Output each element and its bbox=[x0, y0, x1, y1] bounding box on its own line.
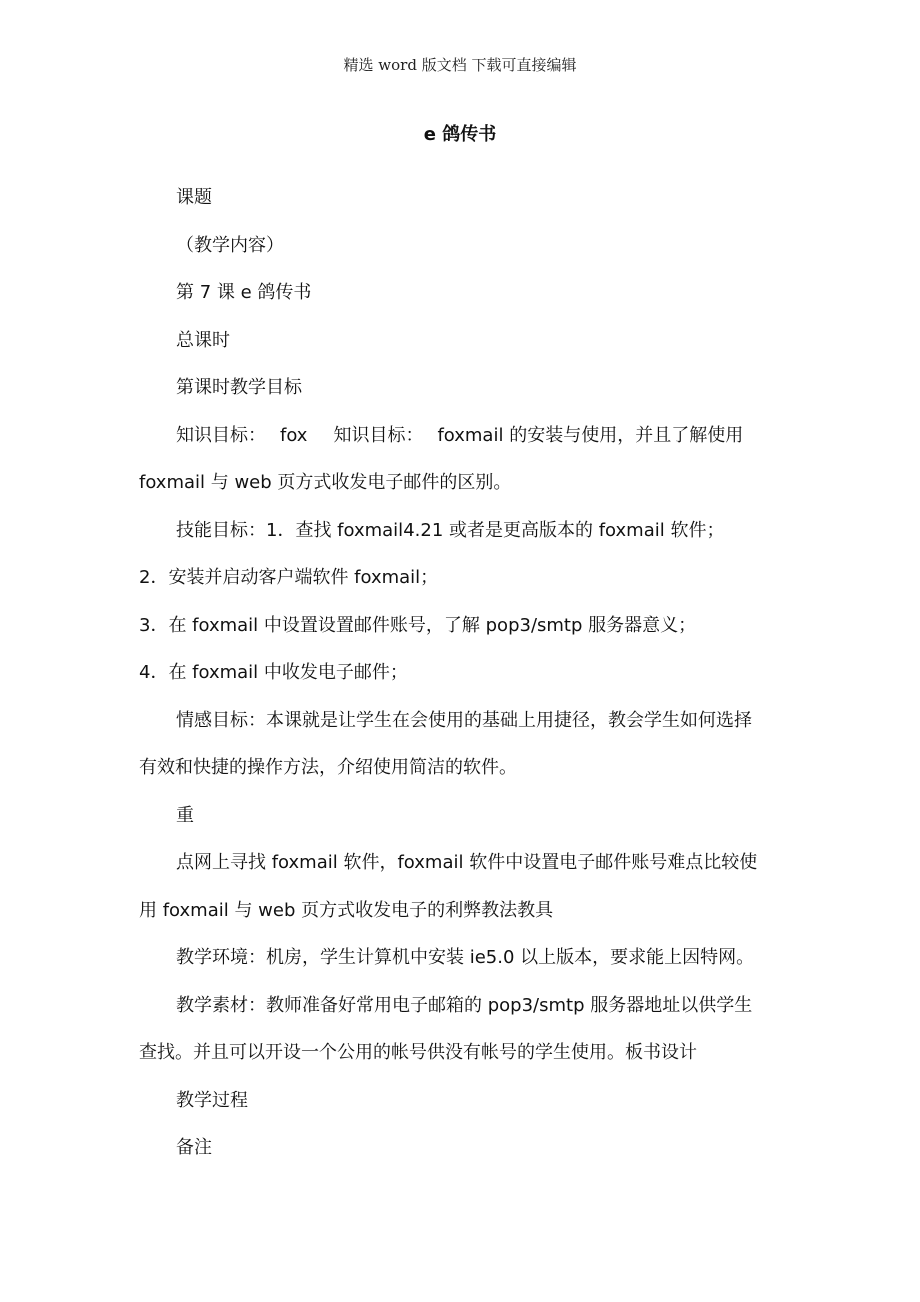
header-note: 精选 word 版文档 下载可直接编辑 bbox=[343, 56, 577, 74]
paragraph-key-points: 点网上寻找 foxmail 软件，foxmail 软件中设置电子邮件账号难点比较使 bbox=[176, 852, 758, 873]
paragraph-lesson-topic: 课题 bbox=[176, 187, 212, 208]
paragraph-remarks: 备注 bbox=[176, 1137, 212, 1158]
knowledge-label-2: 知识目标： bbox=[333, 424, 424, 446]
paragraph-key-point-label: 重 bbox=[176, 804, 194, 826]
knowledge-fragment: fox bbox=[280, 424, 308, 446]
paragraph-key-points-continued: 用 foxmail 与 web 页方式收发电子的利弊教法教具 bbox=[139, 899, 554, 921]
paragraph-lesson-title: 第 7 课 e 鸽传书 bbox=[176, 282, 312, 303]
paragraph-teaching-materials: 教学素材：教师准备好常用电子邮箱的 pop3/smtp 服务器地址以供学生 bbox=[176, 994, 753, 1016]
document-body bbox=[139, 174, 779, 1172]
paragraph-skill-objective-1: 技能目标：1．查找 foxmail4.21 或者是更高版本的 foxmail 软件； bbox=[176, 519, 725, 541]
paragraph-skill-objective-2: 2．安装并启动客户端软件 foxmail； bbox=[139, 567, 439, 588]
paragraph-skill-objective-4: 4．在 foxmail 中收发电子邮件； bbox=[139, 662, 408, 683]
paragraph-knowledge-objective bbox=[139, 412, 779, 460]
paragraph-teaching-materials-continued: 查找。并且可以开设一个公用的帐号供没有帐号的学生使用。板书设计 bbox=[139, 1042, 697, 1063]
paragraph-skill-objective-3: 3．在 foxmail 中设置设置邮件账号，了解 pop3/smtp 服务器意义； bbox=[139, 614, 697, 636]
paragraph-teaching-content: （教学内容） bbox=[176, 234, 284, 256]
paragraph-knowledge-continued: foxmail 与 web 页方式收发电子邮件的区别。 bbox=[139, 472, 512, 493]
paragraph-emotional-objective: 情感目标：本课就是让学生在会使用的基础上用捷径，教会学生如何选择 bbox=[176, 709, 752, 731]
knowledge-text: foxmail 的安装与使用，并且了解使用 bbox=[437, 424, 744, 446]
knowledge-label-1: 知识目标： bbox=[176, 424, 266, 446]
paragraph-emotional-continued: 有效和快捷的操作方法，介绍使用简洁的软件。 bbox=[139, 757, 517, 778]
paragraph-teaching-environment: 教学环境：机房，学生计算机中安装 ie5.0 以上版本，要求能上因特网。 bbox=[176, 947, 755, 968]
paragraph-total-hours: 总课时 bbox=[176, 329, 230, 351]
paragraph-objectives-heading: 第课时教学目标 bbox=[176, 377, 302, 398]
document-title: e 鸽传书 bbox=[423, 124, 497, 145]
paragraph-teaching-process: 教学过程 bbox=[176, 1089, 248, 1111]
